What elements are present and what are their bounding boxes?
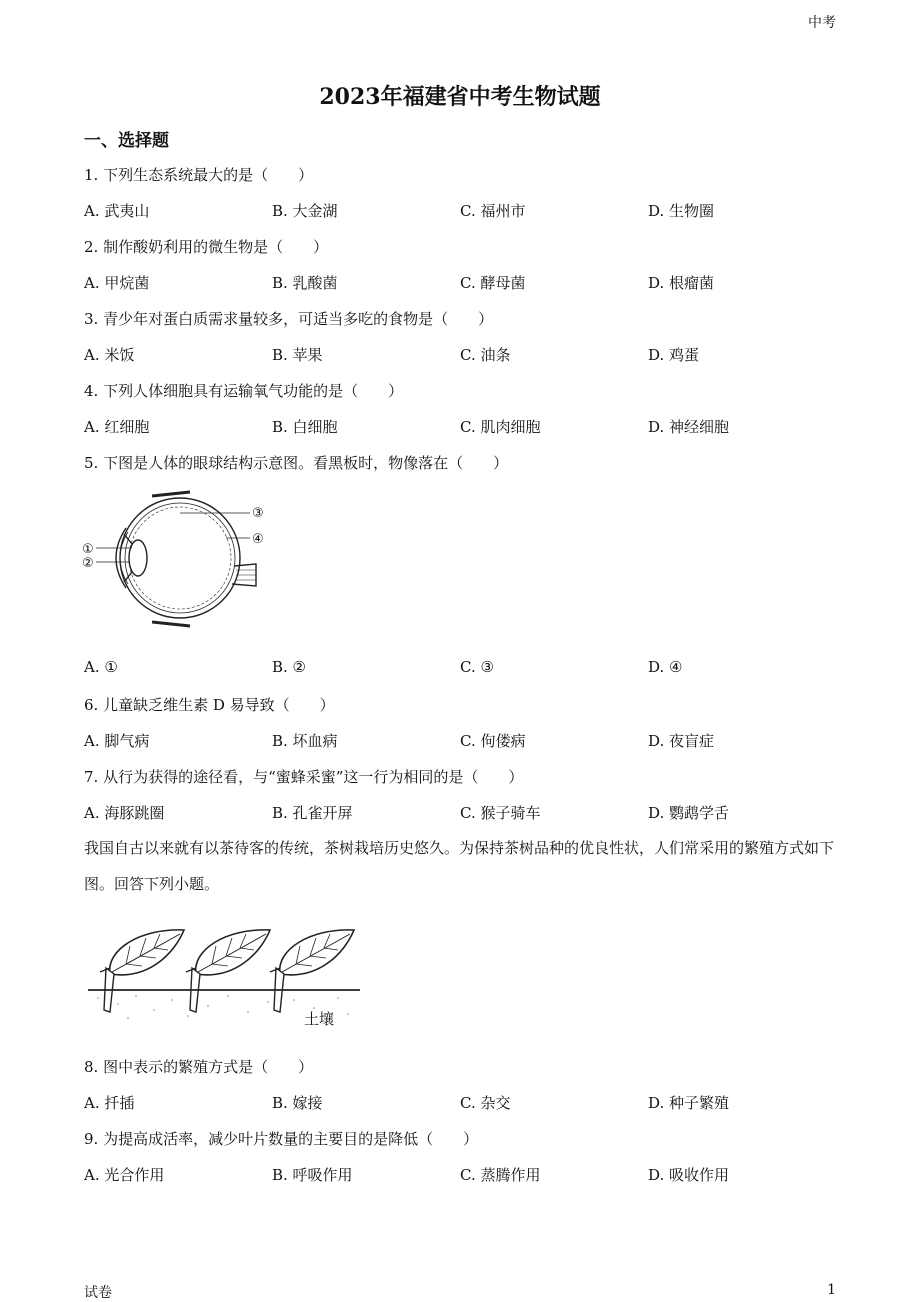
eye-label-3: ③	[252, 506, 264, 521]
question-2-stem: 2. 制作酸奶利用的微生物是（ ）	[84, 238, 329, 256]
option-c: C. 福州市	[460, 202, 526, 220]
option-c: C. 佝偻病	[460, 732, 526, 750]
option-d: D. 生物圈	[648, 202, 715, 220]
option-a: A. 甲烷菌	[84, 274, 150, 292]
option-a: A. 扦插	[84, 1094, 135, 1112]
option-c: C. 猴子骑车	[460, 804, 541, 822]
option-a: A. 红细胞	[84, 418, 150, 436]
question-4-options	[84, 416, 844, 440]
option-c: C. ③	[460, 658, 494, 676]
option-b: B. 大金湖	[272, 202, 338, 220]
option-d: D. 神经细胞	[648, 418, 730, 436]
question-3-options	[84, 344, 844, 368]
option-b: B. ②	[272, 658, 307, 676]
option-d: D. 根瘤菌	[648, 274, 715, 292]
option-b: B. 嫁接	[272, 1094, 323, 1112]
question-3-stem: 3. 青少年对蛋白质需求量较多，可适当多吃的食物是（ ）	[84, 310, 494, 328]
option-d: D. ④	[648, 658, 683, 676]
question-2-options	[84, 272, 844, 296]
cutting-diagram	[88, 922, 360, 1032]
option-d: D. 夜盲症	[648, 732, 715, 750]
option-c: C. 蒸腾作用	[460, 1166, 541, 1184]
option-d: D. 种子繁殖	[648, 1094, 730, 1112]
option-a: A. 光合作用	[84, 1166, 165, 1184]
soil-label: 土壤	[304, 1010, 335, 1028]
section-title: 一、选择题	[84, 131, 169, 151]
question-8-stem: 8. 图中表示的繁殖方式是（ ）	[84, 1058, 314, 1076]
footer-label: 试卷	[84, 1285, 112, 1301]
option-d: D. 鹦鹉学舌	[648, 804, 730, 822]
option-d: D. 吸收作用	[648, 1166, 730, 1184]
question-9-options	[84, 1164, 844, 1188]
option-c: C. 杂交	[460, 1094, 511, 1112]
page-number: 1	[827, 1282, 836, 1298]
option-a: A. ①	[84, 658, 118, 676]
option-d: D. 鸡蛋	[648, 346, 700, 364]
option-a: A. 武夷山	[84, 202, 150, 220]
option-b: B. 乳酸菌	[272, 274, 338, 292]
question-5-options	[84, 658, 844, 682]
option-b: B. 白细胞	[272, 418, 338, 436]
option-b: B. 坏血病	[272, 732, 338, 750]
reading-passage: 我国自古以来就有以茶待客的传统，茶树栽培历史悠久。为保持茶树品种的优良性状，人们常采用的繁殖方式如下图。回答下列小题。	[84, 839, 835, 893]
question-1-options	[84, 200, 844, 224]
question-7-options	[84, 802, 844, 826]
header-label: 中考	[808, 15, 836, 31]
option-a: A. 脚气病	[84, 732, 150, 750]
eye-label-4: ④	[252, 532, 264, 547]
eye-diagram	[80, 486, 270, 636]
option-c: C. 酵母菌	[460, 274, 526, 292]
option-b: B. 孔雀开屏	[272, 804, 353, 822]
question-9-stem: 9. 为提高成活率，减少叶片数量的主要目的是降低（ ）	[84, 1130, 479, 1148]
question-7-stem: 7. 从行为获得的途径看，与“蜜蜂采蜜”这一行为相同的是（ ）	[84, 768, 524, 786]
option-c: C. 油条	[460, 346, 511, 364]
option-a: A. 米饭	[84, 346, 135, 364]
option-c: C. 肌肉细胞	[460, 418, 541, 436]
eye-label-2: ②	[82, 556, 94, 571]
question-6-stem: 6. 儿童缺乏维生素 D 易导致（ ）	[84, 696, 335, 714]
question-1-stem: 1. 下列生态系统最大的是（ ）	[84, 166, 314, 184]
option-b: B. 呼吸作用	[272, 1166, 353, 1184]
option-b: B. 苹果	[272, 346, 323, 364]
eye-label-1: ①	[82, 542, 94, 557]
question-5-stem: 5. 下图是人体的眼球结构示意图。看黑板时，物像落在（ ）	[84, 454, 509, 472]
question-6-options	[84, 730, 844, 754]
question-8-options	[84, 1092, 844, 1116]
question-4-stem: 4. 下列人体细胞具有运输氧气功能的是（ ）	[84, 382, 404, 400]
option-a: A. 海豚跳圈	[84, 804, 165, 822]
page-title: 2023年福建省中考生物试题	[319, 84, 601, 110]
